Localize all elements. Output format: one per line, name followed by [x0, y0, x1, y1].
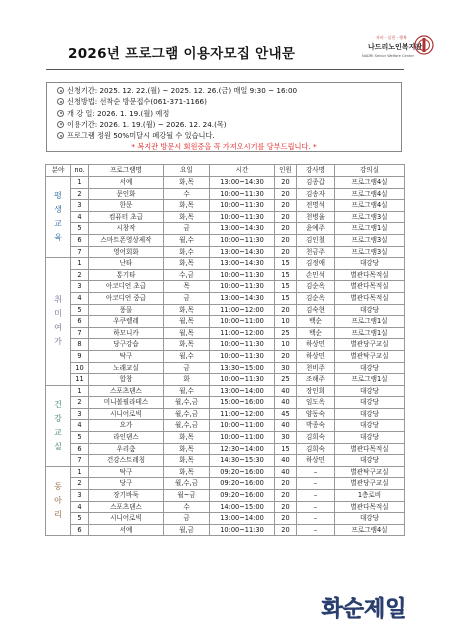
program-instructor: 천병율 — [297, 211, 335, 223]
program-days: 월,수,금 — [164, 408, 210, 420]
row-no: 3 — [71, 408, 89, 420]
program-capacity: 40 — [275, 455, 297, 467]
bullet-icon — [57, 121, 64, 128]
header-instructor: 강사명 — [297, 165, 335, 177]
header-program: 프로그램명 — [89, 165, 164, 177]
category-char: 평 — [54, 191, 62, 201]
program-time: 10:00~11:30 — [210, 211, 275, 223]
program-instructor: 전명석 — [297, 200, 335, 212]
program-time: 14:00~15:00 — [210, 501, 275, 513]
program-instructor: 천비주 — [297, 362, 335, 374]
program-days: 월,수 — [164, 385, 210, 397]
row-no: 8 — [71, 339, 89, 351]
program-capacity: 20 — [275, 304, 297, 316]
program-time: 13:00~14:30 — [210, 223, 275, 235]
program-room: 대강당 — [335, 385, 405, 397]
center-logo — [356, 33, 442, 71]
table-row — [46, 385, 405, 397]
table-row — [46, 292, 405, 304]
table-row — [46, 316, 405, 328]
program-time: 10:00~11:00 — [210, 432, 275, 444]
program-instructor: 하상민 — [297, 455, 335, 467]
program-instructor: 박종숙 — [297, 420, 335, 432]
program-time: 13:00~14:30 — [210, 177, 275, 189]
table-row — [46, 234, 405, 246]
program-instructor: 양동숙 — [297, 408, 335, 420]
table-row — [46, 466, 405, 478]
program-instructor: 김희숙 — [297, 432, 335, 444]
table-row — [46, 408, 405, 420]
row-no: 6 — [71, 443, 89, 455]
program-name: 컴퓨터 초급 — [89, 211, 164, 223]
table-row — [46, 188, 405, 200]
table-header-row — [46, 165, 405, 177]
program-time: 11:00~12:00 — [210, 327, 275, 339]
program-days: 목 — [164, 281, 210, 293]
row-no: 4 — [71, 292, 89, 304]
row-no: 1 — [71, 385, 89, 397]
program-time: 09:20~16:00 — [210, 490, 275, 502]
program-instructor: 김숙현 — [297, 304, 335, 316]
program-name: 스포츠댄스 — [89, 385, 164, 397]
header-category: 분야 — [46, 165, 71, 177]
program-days: 월,수,금 — [164, 397, 210, 409]
row-no: 5 — [71, 513, 89, 525]
program-instructor: 백순 — [297, 327, 335, 339]
table-row — [46, 478, 405, 490]
category-cell — [46, 466, 71, 536]
program-room: 프로그램4실 — [335, 177, 405, 189]
program-capacity: 10 — [275, 316, 297, 328]
program-table — [45, 164, 405, 536]
program-room: 대강당 — [335, 455, 405, 467]
program-days: 월,목 — [164, 316, 210, 328]
program-room: 프로그램3실 — [335, 246, 405, 258]
row-no: 2 — [71, 397, 89, 409]
program-time: 10:00~11:00 — [210, 420, 275, 432]
table-row — [46, 327, 405, 339]
program-time: 10:00~11:30 — [210, 269, 275, 281]
program-name: 난타 — [89, 258, 164, 270]
program-days: 월,수 — [164, 234, 210, 246]
program-room: 프로그램1실 — [335, 223, 405, 235]
program-capacity: 30 — [275, 432, 297, 444]
program-capacity: 20 — [275, 223, 297, 235]
table-row — [46, 211, 405, 223]
program-capacity: 15 — [275, 269, 297, 281]
row-no: 7 — [71, 455, 89, 467]
program-name: 아코디언 중급 — [89, 292, 164, 304]
program-days: 화,목 — [164, 304, 210, 316]
program-days: 수 — [164, 188, 210, 200]
table-row — [46, 362, 405, 374]
program-instructor: – — [297, 524, 335, 536]
program-time: 11:00~12:00 — [210, 408, 275, 420]
row-no: 3 — [71, 200, 89, 212]
info-note: * 복지관 방문시 회원증을 꼭 가져오시기를 당부드립니다. * — [131, 142, 317, 152]
table-row — [46, 501, 405, 513]
program-time: 10:00~11:00 — [210, 316, 275, 328]
program-room: 별관다목적실 — [335, 281, 405, 293]
program-instructor: 김순옥 — [297, 281, 335, 293]
program-days: 화,목 — [164, 200, 210, 212]
program-days: 월,수,금 — [164, 420, 210, 432]
program-time: 09:20~16:00 — [210, 466, 275, 478]
program-days: 금 — [164, 292, 210, 304]
program-name: 하모니카 — [89, 327, 164, 339]
program-room: 별관다목적실 — [335, 501, 405, 513]
table-row — [46, 397, 405, 409]
program-room: 대강당 — [335, 362, 405, 374]
program-name: 아코디언 초급 — [89, 281, 164, 293]
program-time: 15:00~16:00 — [210, 397, 275, 409]
program-days: 화,목 — [164, 443, 210, 455]
program-instructor: 백순 — [297, 316, 335, 328]
category-char: 미 — [54, 309, 62, 319]
program-instructor: 김순옥 — [297, 292, 335, 304]
row-no: 5 — [71, 223, 89, 235]
category-char: 취 — [54, 295, 62, 305]
category-char: 리 — [54, 510, 62, 520]
program-instructor: 김희숙 — [297, 443, 335, 455]
row-no: 3 — [71, 281, 89, 293]
program-days: 화,목 — [164, 466, 210, 478]
program-room: 대강당 — [335, 432, 405, 444]
row-no: 2 — [71, 478, 89, 490]
header-day: 요일 — [164, 165, 210, 177]
info-line-period: 신청기간: 2025. 12. 22.(월) ~ 2025. 12. 26.(금) 매일 9:30 ~ 16:00 — [57, 85, 401, 96]
program-time: 12:30~14:00 — [210, 443, 275, 455]
row-no: 6 — [71, 316, 89, 328]
program-days: 금 — [164, 362, 210, 374]
program-name: 통기타 — [89, 269, 164, 281]
program-capacity: 25 — [275, 374, 297, 386]
category-char: 가 — [54, 337, 62, 347]
program-time: 13:00~14:30 — [210, 292, 275, 304]
program-room: 대강당 — [335, 304, 405, 316]
program-name: 서예 — [89, 177, 164, 189]
program-instructor: – — [297, 501, 335, 513]
program-room: 1층로비 — [335, 490, 405, 502]
program-time: 13:00~14:30 — [210, 246, 275, 258]
program-capacity: 15 — [275, 281, 297, 293]
table-row — [46, 258, 405, 270]
program-days: 화,수 — [164, 246, 210, 258]
program-name: 노래교실 — [89, 362, 164, 374]
program-name: 건강스트레칭 — [89, 455, 164, 467]
row-no: 1 — [71, 177, 89, 189]
category-char: 건 — [54, 399, 62, 409]
program-time: 10:00~11:30 — [210, 374, 275, 386]
row-no: 10 — [71, 362, 89, 374]
program-instructor: 하상민 — [297, 350, 335, 362]
program-time: 13:00~14:00 — [210, 513, 275, 525]
program-capacity: 20 — [275, 177, 297, 189]
table-row — [46, 339, 405, 351]
program-name: 우쿠렐레 — [89, 316, 164, 328]
program-capacity: 40 — [275, 397, 297, 409]
program-time: 13:00~14:30 — [210, 258, 275, 270]
logo-mark-icon — [414, 35, 434, 55]
program-room: 프로그램4실 — [335, 188, 405, 200]
program-time: 10:00~11:30 — [210, 200, 275, 212]
program-name: 합창 — [89, 374, 164, 386]
header-room: 강의실 — [335, 165, 405, 177]
program-name: 스포츠댄스 — [89, 501, 164, 513]
row-no: 11 — [71, 374, 89, 386]
program-time: 10:00~11:30 — [210, 188, 275, 200]
program-capacity: 40 — [275, 466, 297, 478]
table-body — [46, 177, 405, 536]
logo-slogan: 자비 · 실천 · 행복 — [376, 35, 407, 40]
program-time: 14:30~15:30 — [210, 455, 275, 467]
program-name: 당구 — [89, 478, 164, 490]
program-instructor: 손민석 — [297, 269, 335, 281]
bullet-icon — [57, 132, 64, 139]
program-room: 별관탁구교실 — [335, 466, 405, 478]
program-room: 프로그램1실 — [335, 316, 405, 328]
program-name: 시니어로빅 — [89, 513, 164, 525]
program-days: 월~금 — [164, 490, 210, 502]
table-row — [46, 374, 405, 386]
program-room: 별관탁구교실 — [335, 350, 405, 362]
category-char: 동 — [54, 482, 62, 492]
program-instructor: – — [297, 478, 335, 490]
program-time: 10:00~11:30 — [210, 350, 275, 362]
program-days: 금 — [164, 513, 210, 525]
info-line-method: 신청방법: 선착순 방문접수(061-371-1166) — [57, 96, 401, 107]
program-instructor: 김종갑 — [297, 177, 335, 189]
row-no: 5 — [71, 432, 89, 444]
program-capacity: 25 — [275, 327, 297, 339]
category-char: 생 — [54, 205, 62, 215]
category-cell — [46, 258, 71, 386]
program-room: 별관다목적실 — [335, 292, 405, 304]
program-days: 화 — [164, 374, 210, 386]
program-room: 별관당구교실 — [335, 339, 405, 351]
program-days: 화,목 — [164, 455, 210, 467]
table-row — [46, 223, 405, 235]
program-capacity: 15 — [275, 292, 297, 304]
program-name: 우리춤 — [89, 443, 164, 455]
table-row — [46, 490, 405, 502]
table-row — [46, 432, 405, 444]
row-no: 9 — [71, 350, 89, 362]
program-days: 화,목 — [164, 211, 210, 223]
program-name: 장기바둑 — [89, 490, 164, 502]
program-capacity: 20 — [275, 200, 297, 212]
row-no: 4 — [71, 211, 89, 223]
program-instructor: – — [297, 466, 335, 478]
program-capacity: 20 — [275, 513, 297, 525]
program-room: 별관다목적실 — [335, 269, 405, 281]
program-name: 라인댄스 — [89, 432, 164, 444]
program-time: 10:00~11:30 — [210, 524, 275, 536]
table-row — [46, 281, 405, 293]
table-row — [46, 455, 405, 467]
table-row — [46, 350, 405, 362]
program-instructor: 조해주 — [297, 374, 335, 386]
program-time: 10:00~11:30 — [210, 234, 275, 246]
program-time: 09:20~16:00 — [210, 478, 275, 490]
category-char: 육 — [54, 233, 62, 243]
program-room: 대강당 — [335, 397, 405, 409]
program-capacity: 20 — [275, 490, 297, 502]
category-char: 여 — [54, 323, 62, 333]
program-room: 프로그램3실 — [335, 234, 405, 246]
row-no: 4 — [71, 420, 89, 432]
program-capacity: 15 — [275, 258, 297, 270]
header-time: 시간 — [210, 165, 275, 177]
program-capacity: 40 — [275, 420, 297, 432]
program-name: 미니볼필라테스 — [89, 397, 164, 409]
info-line-opening: 개 강 일: 2026. 1. 19.(월) 예정 — [57, 108, 401, 119]
row-no: 3 — [71, 490, 89, 502]
info-line-capacity: 프로그램 정원 50%미달시 폐강될 수 있습니다. — [57, 130, 401, 141]
program-days: 월,목 — [164, 327, 210, 339]
program-name: 탁구 — [89, 466, 164, 478]
program-room: 프로그램4실 — [335, 200, 405, 212]
program-instructor: 윤예주 — [297, 223, 335, 235]
row-no: 2 — [71, 269, 89, 281]
table-row — [46, 304, 405, 316]
program-days: 화,목 — [164, 432, 210, 444]
table-row — [46, 513, 405, 525]
program-days: 월,수,금 — [164, 478, 210, 490]
program-room: 프로그램1실 — [335, 327, 405, 339]
title-divider — [46, 69, 404, 70]
program-capacity: 15 — [275, 443, 297, 455]
program-instructor: – — [297, 490, 335, 502]
table-row — [46, 246, 405, 258]
program-time: 11:00~12:00 — [210, 304, 275, 316]
logo-english: NADRI Senior Welfare Center — [362, 54, 415, 58]
program-instructor: 하상민 — [297, 339, 335, 351]
program-room: 별관당구교실 — [335, 478, 405, 490]
category-cell — [46, 177, 71, 258]
program-name: 탁구 — [89, 350, 164, 362]
program-time: 10:00~11:30 — [210, 281, 275, 293]
row-no: 4 — [71, 501, 89, 513]
program-days: 월,수 — [164, 350, 210, 362]
category-char: 아 — [54, 496, 62, 506]
program-capacity: 40 — [275, 385, 297, 397]
program-instructor: – — [297, 513, 335, 525]
program-room: 프로그램4실 — [335, 524, 405, 536]
program-room: 대강당 — [335, 408, 405, 420]
program-name: 영어회화 — [89, 246, 164, 258]
program-name: 한문 — [89, 200, 164, 212]
program-instructor: 천금주 — [297, 246, 335, 258]
program-days: 금 — [164, 223, 210, 235]
program-room: 대강당 — [335, 258, 405, 270]
program-room: 프로그램1실 — [335, 374, 405, 386]
row-no: 5 — [71, 304, 89, 316]
signature-stamp — [316, 590, 412, 624]
bullet-icon — [57, 98, 64, 105]
program-name: 풍물 — [89, 304, 164, 316]
header-capacity: 인원 — [275, 165, 297, 177]
page-title: 2026년 프로그램 이용자모집 안내문 — [68, 46, 296, 62]
row-no: 7 — [71, 246, 89, 258]
program-name: 스마트폰영상제작 — [89, 234, 164, 246]
logo-name: 나드리노인복지관 — [368, 43, 423, 51]
program-days: 수 — [164, 501, 210, 513]
program-room: 대강당 — [335, 513, 405, 525]
program-time: 10:00~11:30 — [210, 339, 275, 351]
program-name: 당구강습 — [89, 339, 164, 351]
table-row — [46, 177, 405, 189]
program-instructor: 장인희 — [297, 385, 335, 397]
row-no: 6 — [71, 234, 89, 246]
info-line-usage: 이용기간: 2026. 1. 19.(월) ~ 2026. 12. 24.(목) — [57, 119, 401, 130]
program-time: 13:30~15:00 — [210, 362, 275, 374]
category-cell — [46, 385, 71, 466]
program-days: 월,금 — [164, 524, 210, 536]
bullet-icon — [57, 110, 64, 117]
table-row — [46, 200, 405, 212]
program-name: 문인화 — [89, 188, 164, 200]
program-capacity: 30 — [275, 362, 297, 374]
program-capacity: 20 — [275, 524, 297, 536]
category-char: 교 — [54, 219, 62, 229]
program-name: 시창작 — [89, 223, 164, 235]
program-capacity: 20 — [275, 350, 297, 362]
row-no: 1 — [71, 258, 89, 270]
program-days: 화,목 — [164, 339, 210, 351]
program-room: 별관다목적실 — [335, 443, 405, 455]
program-capacity: 20 — [275, 234, 297, 246]
header-no: no. — [71, 165, 89, 177]
program-room: 프로그램3실 — [335, 211, 405, 223]
info-box — [46, 82, 402, 152]
category-char: 교 — [54, 427, 62, 437]
signature-text: 화순제일 — [321, 597, 407, 622]
program-days: 화,목 — [164, 177, 210, 189]
table-row — [46, 524, 405, 536]
row-no: 1 — [71, 466, 89, 478]
category-char: 강 — [54, 413, 62, 423]
row-no: 7 — [71, 327, 89, 339]
program-instructor: 김정애 — [297, 258, 335, 270]
program-days: 화,목 — [164, 258, 210, 270]
program-capacity: 20 — [275, 188, 297, 200]
table-row — [46, 269, 405, 281]
program-capacity: 20 — [275, 246, 297, 258]
category-char: 실 — [54, 441, 62, 451]
program-name: 서예 — [89, 524, 164, 536]
program-name: 시니어로빅 — [89, 408, 164, 420]
program-instructor: 김송자 — [297, 188, 335, 200]
program-days: 수,금 — [164, 269, 210, 281]
program-capacity: 10 — [275, 339, 297, 351]
table-row — [46, 420, 405, 432]
row-no: 2 — [71, 188, 89, 200]
row-no: 6 — [71, 524, 89, 536]
program-capacity: 20 — [275, 211, 297, 223]
program-time: 13:00~14:00 — [210, 385, 275, 397]
table-row — [46, 443, 405, 455]
program-name: 요가 — [89, 420, 164, 432]
bullet-icon — [57, 87, 64, 94]
program-capacity: 45 — [275, 408, 297, 420]
program-capacity: 20 — [275, 478, 297, 490]
program-capacity: 20 — [275, 501, 297, 513]
program-instructor: 임도옥 — [297, 397, 335, 409]
program-instructor: 김인철 — [297, 234, 335, 246]
program-room: 대강당 — [335, 420, 405, 432]
